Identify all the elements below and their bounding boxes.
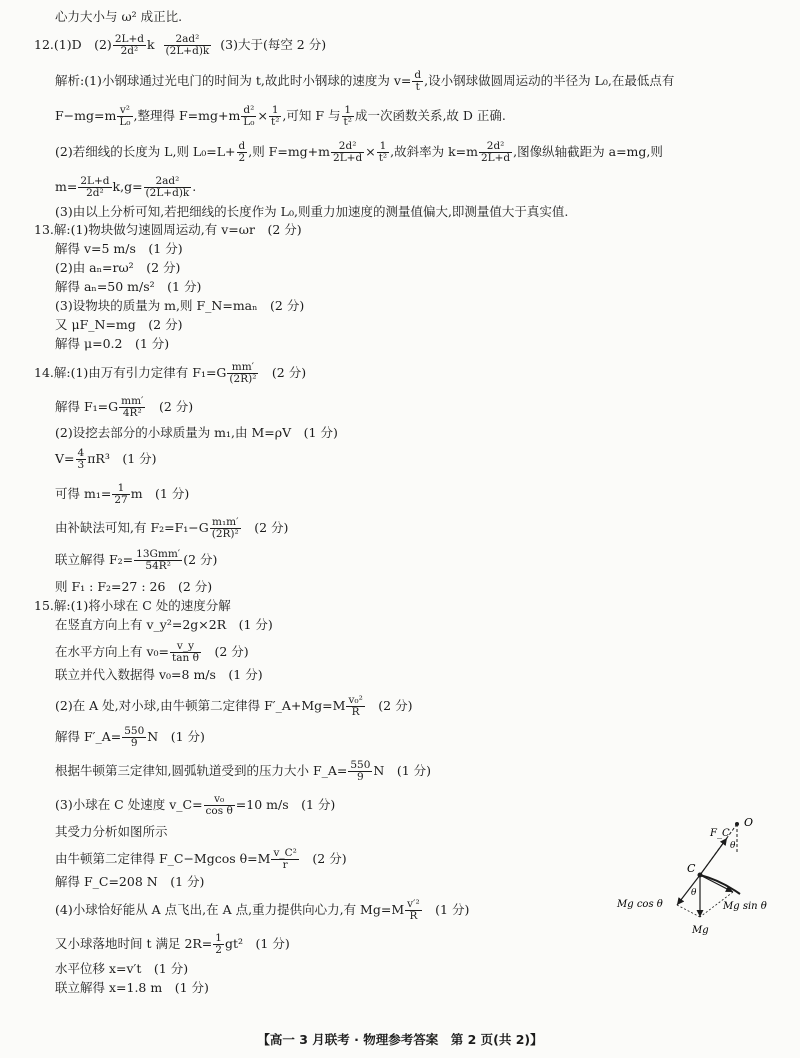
denominator: 4R² [122, 407, 142, 419]
denominator: 2L+d [480, 152, 511, 164]
text: 解得 F₁=G [55, 399, 119, 414]
text: 又小球落地时间 t 满足 2R= [55, 936, 213, 951]
denominator: 2d² [120, 45, 139, 57]
numerator: 1 [269, 105, 281, 117]
q12-explain-4 [55, 176, 196, 199]
text: ,整理得 F=mg+m [133, 108, 241, 123]
denominator: tan θ [172, 652, 199, 664]
text: gt² (1 分) [224, 936, 290, 951]
q13-line-2: 解得 v=5 m/s (1 分) [55, 241, 183, 256]
denominator: 2d² [86, 187, 104, 199]
text: 可得 m₁= [55, 486, 112, 501]
numerator: 2d² [331, 141, 364, 153]
text: (2)在 A 处,对小球,由牛顿第二定律得 F′_A+Mg=M [55, 698, 346, 713]
text: 联立解得 F₂= [55, 552, 134, 567]
q12-explain-1 [55, 70, 674, 93]
text: N (1 分) [147, 729, 205, 744]
fraction [348, 760, 372, 783]
text: (2 分) [183, 552, 218, 567]
denominator: t² [378, 152, 388, 164]
label-mgsin: Mg sin θ [723, 901, 767, 912]
text: ,故斜率为 k=m [390, 144, 478, 159]
parallelogram-side [677, 905, 700, 917]
fraction [227, 362, 258, 385]
q12-explain-2 [55, 105, 506, 128]
numerator: v_y [170, 641, 201, 653]
numerator: 2ad² [164, 34, 212, 46]
q14-line-5 [55, 483, 189, 506]
text: 由补缺法可知,有 F₂=F₁−G [55, 520, 209, 535]
numerator: d [238, 140, 246, 152]
q15-line-1: 15.解:(1)将小球在 C 处的速度分解 [34, 598, 231, 613]
q14-line-1 [34, 362, 306, 385]
denominator: t² [270, 116, 280, 128]
numerator: 1 [112, 483, 129, 495]
text: 14.解:(1)由万有引力定律有 F₁=G [34, 365, 227, 380]
label-mgcos: Mg cos θ [617, 899, 663, 910]
q15-line-14: 水平位移 x=v′t (1 分) [55, 961, 189, 976]
fraction [170, 641, 201, 664]
label-theta-bottom: θ [691, 888, 697, 898]
fraction [144, 176, 192, 199]
text: ,则 F=mg+m [248, 144, 331, 159]
label-fc: F_C [710, 828, 730, 839]
denominator: (2L+d)k [145, 187, 190, 199]
fraction [331, 141, 364, 164]
fraction [346, 695, 364, 718]
denominator: 54R² [145, 560, 171, 572]
fraction [237, 141, 248, 164]
q15-line-11: 解得 F_C=208 N (1 分) [55, 874, 205, 889]
q12-answers [34, 34, 326, 57]
numerator: 1 [342, 105, 354, 117]
denominator: (2L+d)k [165, 45, 210, 57]
denominator: t² [343, 116, 352, 128]
fraction [112, 483, 129, 506]
q15-line-3 [55, 641, 249, 664]
text: (2 分) [365, 698, 413, 713]
denominator: 27 [114, 494, 128, 506]
q15-line-15: 联立解得 x=1.8 m (1 分) [55, 980, 209, 995]
fraction [78, 176, 111, 199]
denominator: t [415, 81, 420, 93]
text: F−mg=m [55, 108, 117, 123]
numerator: 4 [77, 447, 85, 459]
q14-line-7 [55, 549, 217, 572]
q12-prefix: 12.(1)D (2) [34, 37, 112, 52]
text: 在水平方向上有 v₀= [55, 644, 170, 659]
numerator: 1 [215, 932, 222, 944]
q15-line-10 [55, 848, 347, 871]
text: 根据牛顿第三定律知,圆弧轨道受到的压力大小 F_A= [55, 763, 348, 778]
denominator: R [409, 910, 418, 922]
fraction [164, 34, 212, 57]
text: ,图像纵轴截距为 a=mg,则 [513, 144, 663, 159]
text: V= [55, 451, 75, 466]
numerator: v₀² [348, 694, 363, 706]
text: 由牛顿第二定律得 F_C−Mgcos θ=M [55, 851, 271, 866]
denominator: cos θ [205, 805, 233, 817]
q12-suffix: (3)大于(每空 2 分) [220, 37, 327, 52]
q15-line-9: 其受力分析如图所示 [55, 824, 168, 839]
numerator: 2L+d [80, 175, 110, 187]
fraction [213, 933, 224, 956]
denominator: (2R)² [229, 373, 257, 385]
text: (2 分) [299, 851, 347, 866]
q14-line-6 [55, 517, 288, 540]
denominator: 9 [357, 771, 364, 783]
text: k,g= [112, 179, 143, 194]
numerator: 13Gmm′ [136, 548, 181, 560]
text: πR³ (1 分) [87, 451, 157, 466]
fraction [405, 899, 422, 922]
text: m (1 分) [130, 486, 190, 501]
numerator: 550 [350, 759, 371, 771]
denominator: r [282, 859, 288, 871]
text: N (1 分) [373, 763, 432, 778]
q15-line-4: 联立并代入数据得 v₀=8 m/s (1 分) [55, 667, 263, 682]
label-c: C [687, 862, 696, 875]
text: =10 m/s (1 分) [235, 797, 336, 812]
numerator: v′² [407, 898, 420, 910]
ball-c [698, 873, 703, 878]
q12-k: k [147, 37, 155, 52]
numerator: 2d² [479, 141, 512, 153]
q12-explain-3 [55, 141, 663, 164]
text: (3)小球在 C 处速度 v_C= [55, 797, 203, 812]
text: ,设小钢球做圆周运动的半径为 L₀,在最低点有 [424, 73, 675, 88]
text: 解析:(1)小钢球通过光电门的时间为 t,故此时小钢球的速度为 v= [55, 73, 412, 88]
denominator: 2 [238, 152, 246, 164]
text: (2 分) [259, 365, 307, 380]
q15-line-13 [55, 933, 290, 956]
fraction [117, 105, 132, 128]
fraction [113, 34, 146, 57]
line-intro: 心力大小与 ω² 成正比. [55, 9, 183, 24]
fraction [342, 105, 354, 128]
text: (4)小球恰好能从 A 点飞出,在 A 点,重力提供向心力,有 Mg=M [55, 902, 405, 917]
q14-line-8: 则 F₁ : F₂=27 : 26 (2 分) [55, 579, 213, 594]
q14-line-3: (2)设挖去部分的小球质量为 m₁,由 M=ρV (1 分) [55, 425, 338, 440]
fraction [479, 141, 512, 164]
text: 成一次函数关系,故 D 正确. [354, 108, 506, 123]
denominator: (2R)² [211, 528, 239, 540]
numerator: 1 [377, 141, 389, 153]
q15-line-7 [55, 760, 431, 783]
q15-line-5 [55, 695, 412, 718]
text: (2 分) [201, 644, 249, 659]
numerator: mm′ [121, 395, 144, 407]
numerator: v² [117, 105, 132, 117]
denominator: L₀ [243, 116, 255, 128]
label-o: O [744, 816, 754, 829]
numerator: v_C² [273, 847, 297, 859]
fraction [134, 549, 182, 572]
text: . [192, 179, 197, 194]
numerator: v₀ [204, 794, 235, 806]
q13-line-5: (3)设物块的质量为 m,则 F_N=maₙ (2 分) [55, 298, 305, 313]
numerator: 2ad² [144, 176, 192, 188]
text: 解得 F′_A= [55, 729, 122, 744]
denominator: 3 [77, 459, 85, 471]
fraction [241, 105, 256, 128]
text: × [365, 144, 376, 159]
fraction [377, 141, 389, 164]
q13-line-1: 13.解:(1)物块做匀速圆周运动,有 v=ωr (2 分) [34, 222, 302, 237]
q12-explain-5: (3)由以上分析可知,若把细线的长度作为 L₀,则重力加速度的测量值偏大,即测量值大于真实值. [55, 204, 569, 219]
numerator: 2L+d [114, 33, 145, 45]
fc-force-arrow [700, 838, 727, 875]
fraction [269, 105, 281, 128]
numerator: d [414, 69, 422, 81]
text: (2)若细线的长度为 L,则 L₀=L+ [55, 144, 236, 159]
q15-line-2: 在竖直方向上有 v_y²=2g×2R (1 分) [55, 617, 273, 632]
q13-line-4: 解得 aₙ=50 m/s² (1 分) [55, 279, 202, 294]
q13-line-3: (2)由 aₙ=rω² (2 分) [55, 260, 181, 275]
q13-line-7: 解得 μ=0.2 (1 分) [55, 336, 170, 351]
q14-line-4 [55, 448, 157, 471]
mgsin-force-arrow [700, 875, 733, 892]
fraction [204, 794, 235, 817]
numerator: m₁m′ [210, 517, 241, 529]
fraction [119, 396, 145, 419]
text: × [257, 108, 268, 123]
fraction [76, 448, 87, 471]
fraction [271, 848, 298, 871]
numerator: mm′ [227, 362, 258, 374]
denominator: 2 [215, 944, 222, 956]
fraction [122, 726, 146, 749]
denominator: L₀ [119, 116, 131, 128]
force-diagram [615, 812, 790, 942]
text: (2 分) [146, 399, 194, 414]
text: m= [55, 179, 78, 194]
q13-line-6: 又 μF_N=mg (2 分) [55, 317, 183, 332]
numerator: d² [241, 105, 256, 117]
text: ,可知 F 与 [282, 108, 341, 123]
fraction [412, 70, 423, 93]
text: (2 分) [241, 520, 289, 535]
denominator: 2L+d [333, 152, 363, 164]
q15-line-6 [55, 726, 205, 749]
point-o [735, 822, 739, 826]
label-theta-top: θ [730, 841, 736, 851]
denominator: R [351, 706, 360, 718]
q15-line-8 [55, 794, 335, 817]
fraction [210, 517, 241, 540]
mgcos-force-arrow [677, 875, 700, 905]
denominator: 9 [130, 737, 138, 749]
q15-line-12 [55, 899, 469, 922]
numerator: 550 [124, 725, 145, 737]
q14-line-2 [55, 396, 193, 419]
page-footer: 【高一 3 月联考 · 物理参考答案 第 2 页(共 2)】 [257, 1032, 543, 1047]
label-mg: Mg [692, 925, 709, 936]
text: (1 分) [422, 902, 470, 917]
